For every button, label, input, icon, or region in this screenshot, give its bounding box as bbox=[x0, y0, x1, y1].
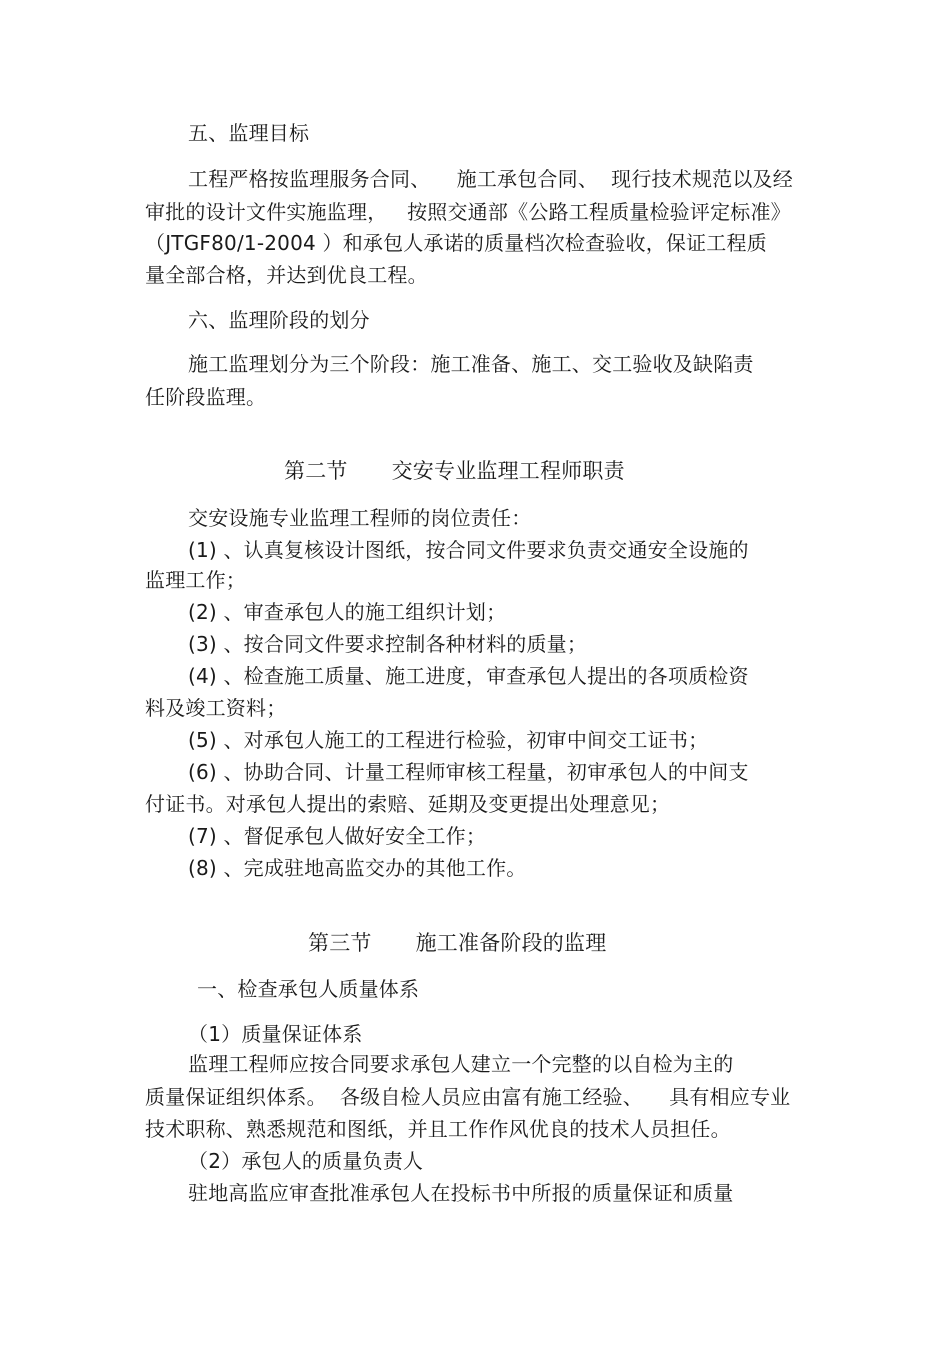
paragraph-line: 技术职称、熟悉规范和图纸，并且工作作风优良的技术人员担任。 bbox=[145, 1117, 731, 1141]
list-item: (8) 、完成驻地高监交办的其他工作。 bbox=[188, 856, 527, 880]
chapter-heading-2 bbox=[284, 457, 625, 485]
subsection-heading: 一、检查承包人质量体系 bbox=[197, 977, 420, 1001]
item-heading: （2）承包人的质量负责人 bbox=[188, 1149, 424, 1173]
paragraph-line: 质量保证组织体系。 各级自检人员应由富有施工经验、 具有相应专业 bbox=[145, 1085, 791, 1109]
paragraph-line: 施工监理划分为三个阶段：施工准备、施工、交工验收及缺陷责 bbox=[188, 352, 754, 376]
list-item: (5) 、对承包人施工的工程进行检验，初审中间交工证书； bbox=[188, 728, 709, 752]
paragraph-line: 交安设施专业监理工程师的岗位责任： bbox=[188, 506, 532, 530]
list-item-continuation: 料及竣工资料； bbox=[145, 696, 287, 720]
section-heading-5: 五、监理目标 bbox=[188, 121, 310, 145]
paragraph-line: 审批的设计文件实施监理， 按照交通部《公路工程质量检验评定标准》 bbox=[145, 200, 791, 224]
section-heading-6: 六、监理阶段的划分 bbox=[188, 308, 370, 332]
chapter-number: 第三节 bbox=[308, 931, 372, 955]
list-item-continuation: 付证书。对承包人提出的索赔、延期及变更提出处理意见； bbox=[145, 792, 671, 816]
paragraph-line: 工程严格按监理服务合同、 施工承包合同、 现行技术规范以及经 bbox=[188, 167, 793, 191]
list-item-continuation: 监理工作； bbox=[145, 568, 246, 592]
list-item: (6) 、协助合同、计量工程师审核工程量，初审承包人的中间支 bbox=[188, 760, 749, 784]
list-item: (7) 、督促承包人做好安全工作； bbox=[188, 824, 487, 848]
list-item: (2) 、审查承包人的施工组织计划； bbox=[188, 600, 507, 624]
paragraph-line: 驻地高监应审查批准承包人在投标书中所报的质量保证和质量 bbox=[188, 1181, 734, 1205]
item-heading: （1）质量保证体系 bbox=[188, 1022, 363, 1046]
list-item: (4) 、检查施工质量、施工进度，审查承包人提出的各项质检资 bbox=[188, 664, 749, 688]
paragraph-line: 任阶段监理。 bbox=[145, 385, 267, 409]
paragraph-line: （JTGF80/1-2004 ）和承包人承诺的质量档次检查验收，保证工程质 bbox=[145, 231, 767, 255]
list-item: (1) 、认真复核设计图纸，按合同文件要求负责交通安全设施的 bbox=[188, 538, 749, 562]
list-item: (3) 、按合同文件要求控制各种材料的质量； bbox=[188, 632, 588, 656]
chapter-title: 施工准备阶段的监理 bbox=[415, 931, 607, 955]
chapter-number: 第二节 bbox=[284, 459, 348, 483]
paragraph-line: 监理工程师应按合同要求承包人建立一个完整的以自检为主的 bbox=[188, 1052, 734, 1076]
chapter-heading-3 bbox=[308, 929, 606, 957]
paragraph-line: 量全部合格，并达到优良工程。 bbox=[145, 263, 428, 287]
chapter-title: 交安专业监理工程师职责 bbox=[391, 459, 625, 483]
